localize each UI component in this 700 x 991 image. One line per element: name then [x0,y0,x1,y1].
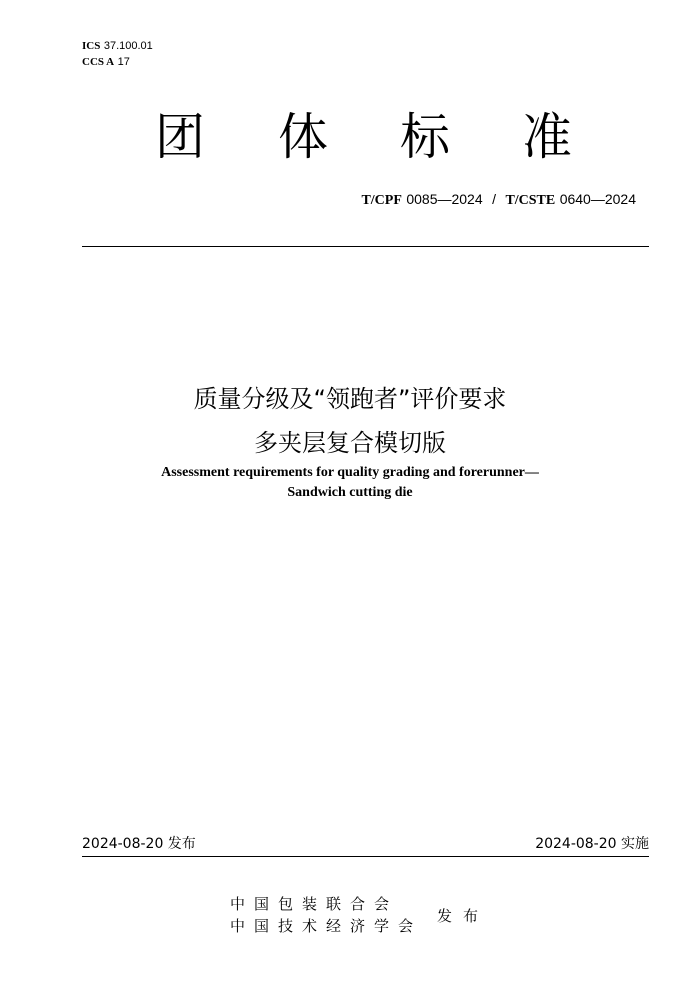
standard-type-char: 准 [522,108,572,166]
second-standard-prefix: T/CSTE [505,193,556,208]
first-standard-number: 0085—2024 [406,191,483,207]
chinese-title-line2: 多夹层复合模切版 [254,429,446,457]
ics-value: 37.100.01 [103,40,153,52]
ccs-code [82,54,153,70]
implementation-date: 2024-08-20 实施 [535,836,649,852]
top-divider [82,246,649,247]
ics-label: ICS [82,40,101,52]
first-standard-prefix: T/CPF [361,193,402,208]
chinese-title-line1: 质量分级及“领跑者”评价要求 [193,385,507,413]
ccs-label: CCS A [82,56,115,68]
issue-label: 发布 [437,907,490,925]
standard-type-heading [0,104,700,174]
ccs-value: 17 [117,56,130,68]
ics-code [82,38,153,54]
english-title-line2: Sandwich cutting die [287,485,413,500]
classification-codes [82,38,153,70]
standard-type-char: 体 [278,108,328,166]
english-title-line1: Assessment requirements for quality grading and forerunner— [161,465,539,480]
release-date: 2024-08-20 发布 [82,836,196,852]
bottom-divider [82,856,649,857]
issuer-org: 中国技术经济学会 [230,917,423,935]
standard-separator: / [492,191,496,207]
issuing-organizations [230,893,422,937]
standard-type-char: 团 [155,108,205,166]
second-standard-number: 0640—2024 [559,191,636,207]
standard-numbers [361,191,636,209]
issuer-org: 中国包装联合会 [230,895,399,913]
standard-type-char: 标 [400,108,450,166]
